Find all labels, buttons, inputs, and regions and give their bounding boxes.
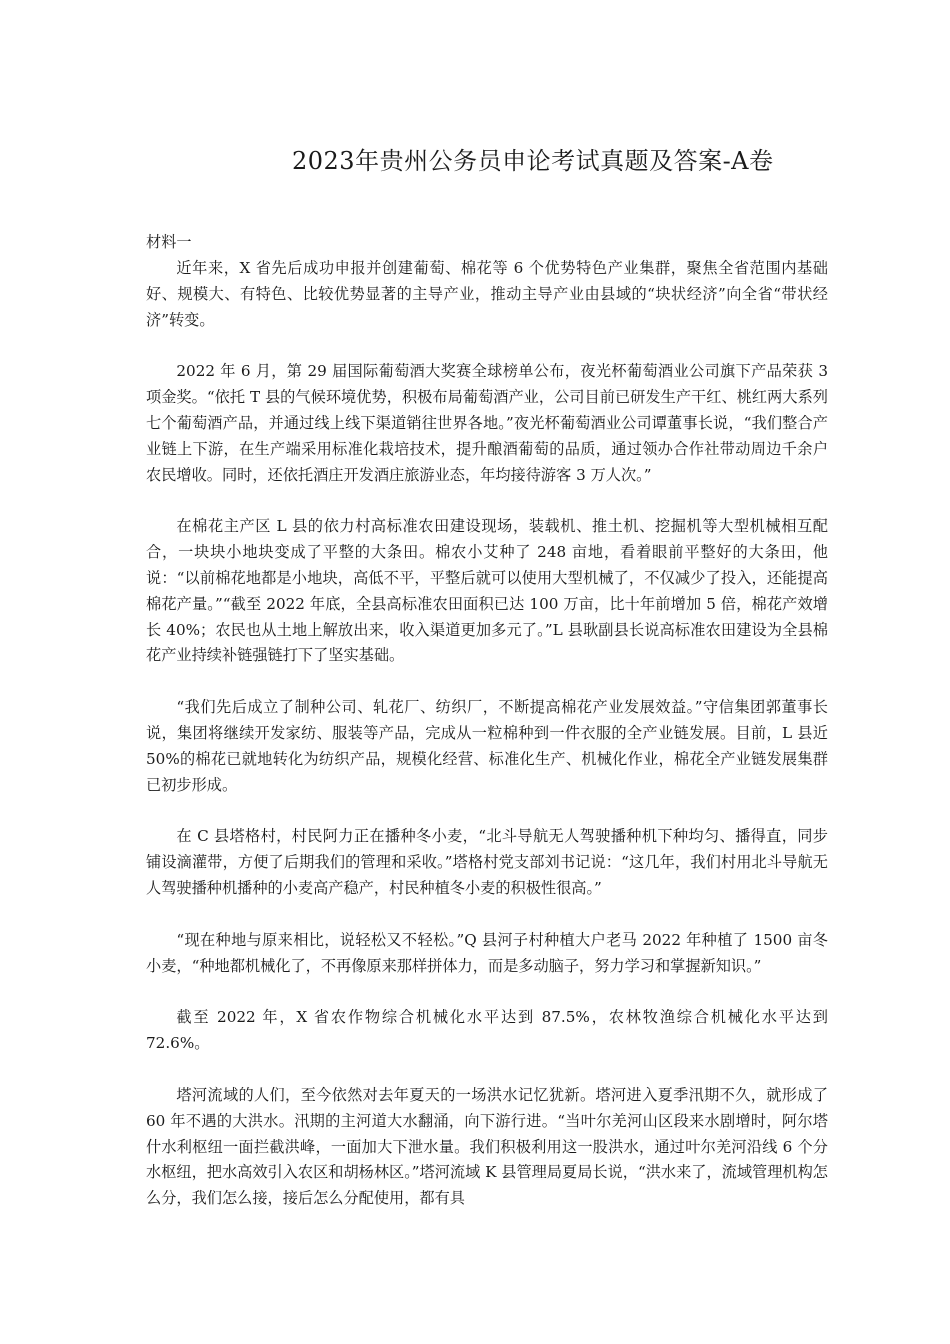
paragraph-4: “我们先后成立了制种公司、轧花厂、纺织厂，不断提高棉花产业发展效益。”守信集团郭董事长说，集团将继续开发家纺、服装等产品，完成从一粒棉种到一件衣服的全产业链发展。目前，L 县近 50%的棉花已就地转化为纺织产品，规模化经营、标准化生产、机械化作业，棉花全产业链发展集群已初步形成。 [146,698,828,794]
paragraph-5: 在 C 县塔格村，村民阿力正在播种冬小麦，“北斗导航无人驾驶播种机下种均匀、播得直，同步铺设滴灌带，方便了后期我们的管理和采收。”塔格村党支部刘书记说：“这几年，我们村用北斗导航无人驾驶播种机播种的小麦高产稳产，村民种植冬小麦的积极性很高。” [146,827,828,897]
paragraph-3: 在棉花主产区 L 县的依力村高标准农田建设现场，装载机、推土机、挖掘机等大型机械相互配合，一块块小地块变成了平整的大条田。棉农小艾种了 248 亩地，看着眼前平整好的大条田，他说：“以前棉花地都是小地块，高低不平，平整后就可以使用大型机械了，不仅减少了投入，还能提高棉花产量。”“截至 2022 年底，全县高标准农田面积已达 100 万亩，比十年前增加 5 倍，棉花产效增长 40%；农民也从土地上解放出来，收入渠道更加多元了。”L 县耿副县长说高标准农田建设为全县棉花产业持续补链强链打下了坚实基础。 [146,517,828,665]
paragraph-7: 截至 2022 年，X 省农作物综合机械化水平达到 87.5%，农林牧渔综合机械化水平达到 72.6%。 [146,1008,828,1053]
paragraph-6: “现在种地与原来相比，说轻松又不轻松。”Q 县河子村种植大户老马 2022 年种植了 1500 亩冬小麦，“种地都机械化了，不再像原来那样拼体力，而是多动脑子，努力学习和掌握新知识。” [146,930,828,975]
document-body [146,230,828,1212]
paragraph-1: 近年来，X 省先后成功申报并创建葡萄、棉花等 6 个优势特色产业集群，聚焦全省范围内基础好、规模大、有特色、比较优势显著的主导产业，推动主导产业由县域的“块状经济”向全省“带状经济”转变。 [146,259,828,329]
section-label: 材料一 [146,233,192,251]
document-title: 2023年贵州公务员申论考试真题及答案-A卷 [292,147,774,175]
paragraph-2: 2022 年 6 月，第 29 届国际葡萄酒大奖赛全球榜单公布，夜光杯葡萄酒业公司旗下产品荣获 3 项金奖。“依托 T 县的气候环境优势，积极布局葡萄酒产业，公司目前已研发生产干红、桃红两大系列七个葡萄酒产品，并通过线上线下渠道销往世界各地。”夜光杯葡萄酒业公司谭董事长说，“我们整合产业链上下游，在生产端采用标准化栽培技术，提升酿酒葡萄的品质，通过领办合作社带动周边千余户农民增收。同时，还依托酒庄开发酒庄旅游业态，年均接待游客 3 万人次。” [146,362,828,484]
paragraph-8: 塔河流域的人们，至今依然对去年夏天的一场洪水记忆犹新。塔河进入夏季汛期不久，就形成了 60 年不遇的大洪水。汛期的主河道大水翻涌，向下游行进。“当叶尔羌河山区段来水剧增时，阿尔塔什水利枢纽一面拦截洪峰，一面加大下泄水量。我们积极利用这一股洪水，通过叶尔羌河沿线 6 个分水枢纽，把水高效引入农区和胡杨林区。”塔河流域 K 县管理局夏局长说，“洪水来了，流域管理机构怎么分，我们怎么接，接后怎么分配使用，都有具 [146,1085,828,1208]
